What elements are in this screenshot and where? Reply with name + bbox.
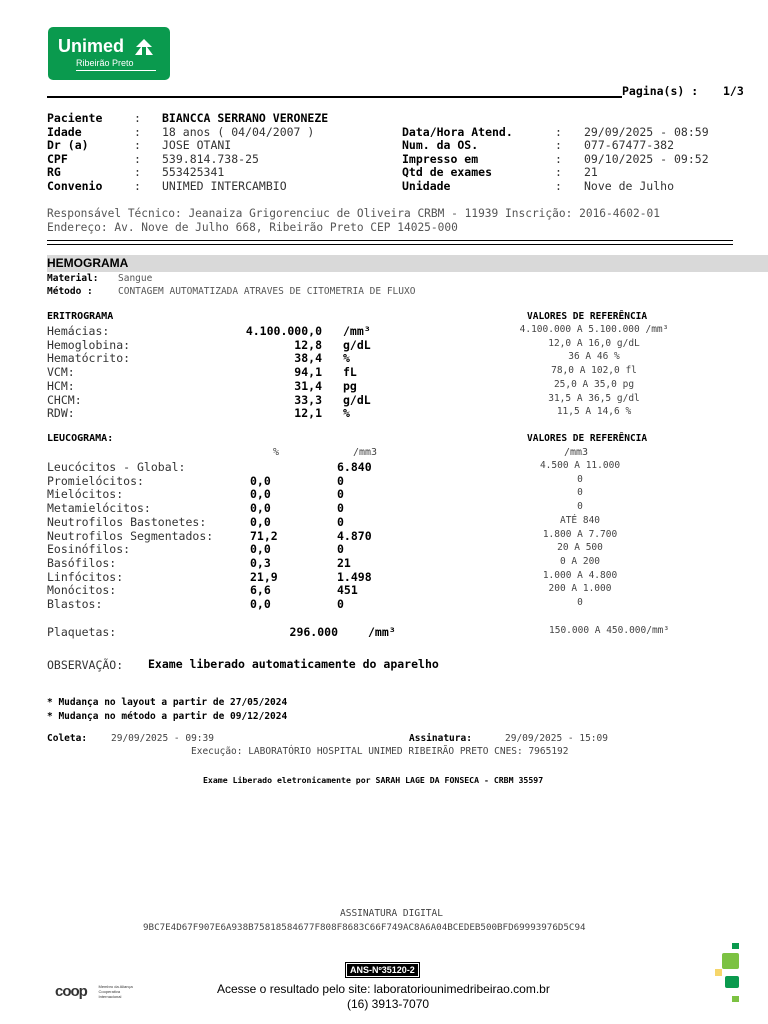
eritro-value: 31,4 — [294, 379, 322, 393]
sep: : — [134, 125, 141, 139]
cpf-label: CPF — [47, 152, 68, 166]
leucograma-title: LEUCOGRAMA: — [47, 433, 114, 444]
coop-membro-text: Membro da Aliança Cooperativa Internacional — [98, 984, 133, 999]
leuco-label: Basófilos: — [47, 556, 117, 570]
leuco-ref: 0 A 200 — [559, 556, 601, 567]
eritrograma-ref-title: VALORES DE REFERÊNCIA — [527, 311, 648, 322]
pages-label: Pagina(s) : — [622, 84, 699, 98]
paciente-label: Paciente — [47, 111, 103, 125]
leuco-ref: 0 — [577, 474, 583, 485]
sep: : — [555, 152, 562, 166]
eritro-unit: pg — [343, 379, 357, 393]
cpf-value: 539.814.738-25 — [162, 152, 259, 166]
sep: : — [134, 152, 141, 166]
unidade-value: Nove de Julho — [584, 179, 675, 193]
eritro-ref: 11,5 A 14,6 % — [556, 406, 632, 417]
leuco-label: Eosinófilos: — [47, 542, 131, 556]
leuco-pct: 0,0 — [250, 542, 271, 556]
eritro-label: VCM: — [47, 365, 75, 379]
abs-header: /mm3 — [353, 447, 378, 458]
sep: : — [134, 138, 141, 152]
unimed-logo — [48, 27, 170, 80]
eritro-ref: 4.100.000 A 5.100.000 /mm³ — [519, 324, 669, 335]
material-label: Material: — [47, 273, 99, 284]
observacao-label: OBSERVAÇÃO: — [47, 658, 124, 672]
leuco-abs: 21 — [337, 556, 351, 570]
material-value: Sangue — [118, 273, 153, 284]
leuco-ref: 1.000 A 4.800 — [542, 570, 618, 581]
metodo-value: CONTAGEM AUTOMATIZADA ATRAVES DE CITOMETRIA DE FLUXO — [118, 286, 416, 297]
plaquetas-ref: 150.000 A 450.000/mm³ — [549, 625, 670, 636]
leuco-pct: 6,6 — [250, 583, 271, 597]
eritrograma-title: ERITROGRAMA — [47, 311, 114, 322]
logo-sub: Ribeirão Preto — [76, 58, 134, 68]
dr-value: JOSE OTANI — [162, 138, 232, 152]
eritro-unit: /mm³ — [343, 324, 371, 338]
leuco-abs: 0 — [337, 501, 344, 515]
eritro-ref: 12,0 A 16,0 g/dL — [548, 338, 640, 349]
leuco-abs: 0 — [337, 515, 344, 529]
double-rule — [47, 240, 733, 245]
leuco-abs: 0 — [337, 487, 344, 501]
leuco-pct: 0,0 — [250, 501, 271, 515]
site-text: Acesse o resultado pelo site: laboratoriounimedribeirao.com.br — [217, 982, 550, 996]
leuco-label: Leucócitos - Global: — [47, 460, 186, 474]
qtd-label: Qtd de exames — [402, 165, 493, 179]
leuco-pct: 0,0 — [250, 474, 271, 488]
leuco-pct: 0,3 — [250, 556, 271, 570]
leuco-ref: 0 — [577, 501, 583, 512]
unidade-label: Unidade — [402, 179, 451, 193]
coleta-value: 29/09/2025 - 09:39 — [111, 733, 214, 744]
leuco-pct: 0,0 — [250, 597, 271, 611]
rg-value: 553425341 — [162, 165, 225, 179]
eritro-ref: 78,0 A 102,0 fl — [551, 365, 637, 376]
leuco-ref: 0 — [577, 487, 583, 498]
sep: : — [555, 125, 562, 139]
impresso-label: Impresso em — [402, 152, 479, 166]
eritro-ref: 25,0 A 35,0 pg — [553, 379, 635, 390]
leuco-abs: 451 — [337, 583, 358, 597]
ref-header: /mm3 — [564, 447, 589, 458]
impresso-value: 09/10/2025 - 09:52 — [584, 152, 709, 166]
exam-title: HEMOGRAMA — [47, 256, 129, 270]
leuco-label: Mielócitos: — [47, 487, 124, 501]
sep: : — [555, 138, 562, 152]
leuco-ref: 20 A 500 — [557, 542, 603, 553]
eritro-value: 38,4 — [294, 351, 322, 365]
sep: : — [555, 165, 562, 179]
eritro-ref: 31,5 A 36,5 g/dl — [548, 393, 640, 404]
coop-logo — [55, 981, 142, 1000]
data-label: Data/Hora Atend. — [402, 125, 513, 139]
phone-text: (16) 3913-7070 — [347, 997, 430, 1011]
eritro-unit: g/dL — [343, 393, 371, 407]
logo-brand: Unimed — [58, 36, 125, 56]
leuco-abs: 0 — [337, 597, 344, 611]
eritro-ref: 36 A 46 % — [568, 351, 620, 362]
leuco-label: Blastos: — [47, 597, 103, 611]
eritro-unit: g/dL — [343, 338, 371, 352]
leuco-label: Neutrofilos Bastonetes: — [47, 515, 207, 529]
leuco-label: Linfócitos: — [47, 570, 124, 584]
pct-header: % — [273, 447, 280, 458]
responsavel-tecnico: Responsável Técnico: Jeanaiza Grigorenciuc de Oliveira CRBM - 11939 Inscrição: 2016-4602-01 — [47, 207, 660, 220]
eritro-value: 4.100.000,0 — [245, 324, 322, 338]
num-value: 077-67477-382 — [584, 138, 675, 152]
leuco-abs: 0 — [337, 542, 344, 556]
eritro-value: 94,1 — [294, 365, 322, 379]
section-bar — [47, 255, 768, 272]
ans-badge: ANS-Nº35120-2 — [347, 964, 418, 976]
coleta-label: Coleta: — [47, 733, 88, 744]
leuco-label: Metamielócitos: — [47, 501, 151, 515]
paciente-value: BIANCCA SERRANO VERONEZE — [162, 111, 329, 125]
leuco-ref: 200 A 1.000 — [548, 583, 612, 594]
convenio-label: Convenio — [47, 179, 103, 193]
eritro-unit: % — [343, 406, 350, 420]
assinatura-digital-label: ASSINATURA DIGITAL — [340, 908, 443, 919]
qtd-value: 21 — [584, 165, 598, 179]
leuco-abs: 1.498 — [337, 570, 372, 584]
leuco-ref: ATÉ 840 — [559, 515, 601, 526]
sep: : — [555, 179, 562, 193]
assinatura-label: Assinatura: — [409, 733, 472, 744]
leuco-ref: 0 — [577, 597, 583, 608]
leuco-abs: 0 — [337, 474, 344, 488]
leuco-ref: 1.800 A 7.700 — [542, 529, 618, 540]
convenio-value: UNIMED INTERCAMBIO — [162, 179, 287, 193]
assinatura-value: 29/09/2025 - 15:09 — [505, 733, 608, 744]
eritro-value: 12,8 — [294, 338, 322, 352]
header-rule — [47, 96, 622, 98]
sep: : — [134, 111, 141, 125]
eritro-label: Hematócrito: — [47, 351, 131, 365]
eritro-value: 12,1 — [294, 406, 322, 420]
note-metodo: * Mudança no método a partir de 09/12/2024 — [47, 711, 288, 722]
eritro-label: HCM: — [47, 379, 75, 393]
leuco-pct: 0,0 — [250, 487, 271, 501]
plaquetas-unit: /mm³ — [368, 625, 396, 639]
sep: : — [134, 165, 141, 179]
plaquetas-value: 296.000 — [289, 625, 338, 639]
leuco-label: Monócitos: — [47, 583, 117, 597]
plaquetas-label: Plaquetas: — [47, 625, 117, 639]
leuco-label: Neutrofilos Segmentados: — [47, 529, 214, 543]
unimed-tree-icon — [132, 38, 156, 56]
liberado: Exame Liberado eletronicamente por SARAH LAGE DA FONSECA - CRBM 35597 — [203, 775, 544, 785]
leuco-abs: 6.840 — [337, 460, 372, 474]
dr-label: Dr (a) — [47, 138, 89, 152]
idade-value: 18 anos ( 04/04/2007 ) — [162, 125, 315, 139]
data-value: 29/09/2025 - 08:59 — [584, 125, 709, 139]
sep: : — [134, 179, 141, 193]
eritro-value: 33,3 — [294, 393, 322, 407]
observacao-text: Exame liberado automaticamente do aparelho — [148, 657, 439, 671]
coop-logo-text: coop — [55, 983, 87, 1000]
leuco-pct: 0,0 — [250, 515, 271, 529]
leuco-label: Promielócitos: — [47, 474, 144, 488]
eritro-unit: % — [343, 351, 350, 365]
note-layout: * Mudança no layout a partir de 27/05/2024 — [47, 697, 288, 708]
eritro-unit: fL — [343, 365, 357, 379]
idade-label: Idade — [47, 125, 82, 139]
execucao: Execução: LABORATÓRIO HOSPITAL UNIMED RIBEIRÃO PRETO CNES: 7965192 — [191, 746, 569, 757]
metodo-label: Método : — [47, 286, 93, 297]
eritro-label: CHCM: — [47, 393, 82, 407]
leuco-ref: 4.500 A 11.000 — [539, 460, 621, 471]
leucograma-ref-title: VALORES DE REFERÊNCIA — [527, 433, 648, 444]
endereco: Endereço: Av. Nove de Julho 668, Ribeirão Preto CEP 14025-000 — [47, 221, 458, 234]
num-label: Num. da OS. — [402, 138, 479, 152]
leuco-abs: 4.870 — [337, 529, 372, 543]
eritro-label: Hemácias: — [47, 324, 110, 338]
assinatura-digital-hash: 9BC7E4D67F907E6A938B75818584677F808F8683C66F749AC8A6A04BCEDEB500BFD69993976D5C94 — [143, 922, 586, 933]
pages-value: 1/3 — [723, 84, 744, 98]
logo-underline — [76, 70, 156, 71]
leuco-pct: 71,2 — [250, 529, 278, 543]
rg-label: RG — [47, 165, 61, 179]
eritro-label: RDW: — [47, 406, 75, 420]
eritro-label: Hemoglobina: — [47, 338, 131, 352]
leuco-pct: 21,9 — [250, 570, 278, 584]
